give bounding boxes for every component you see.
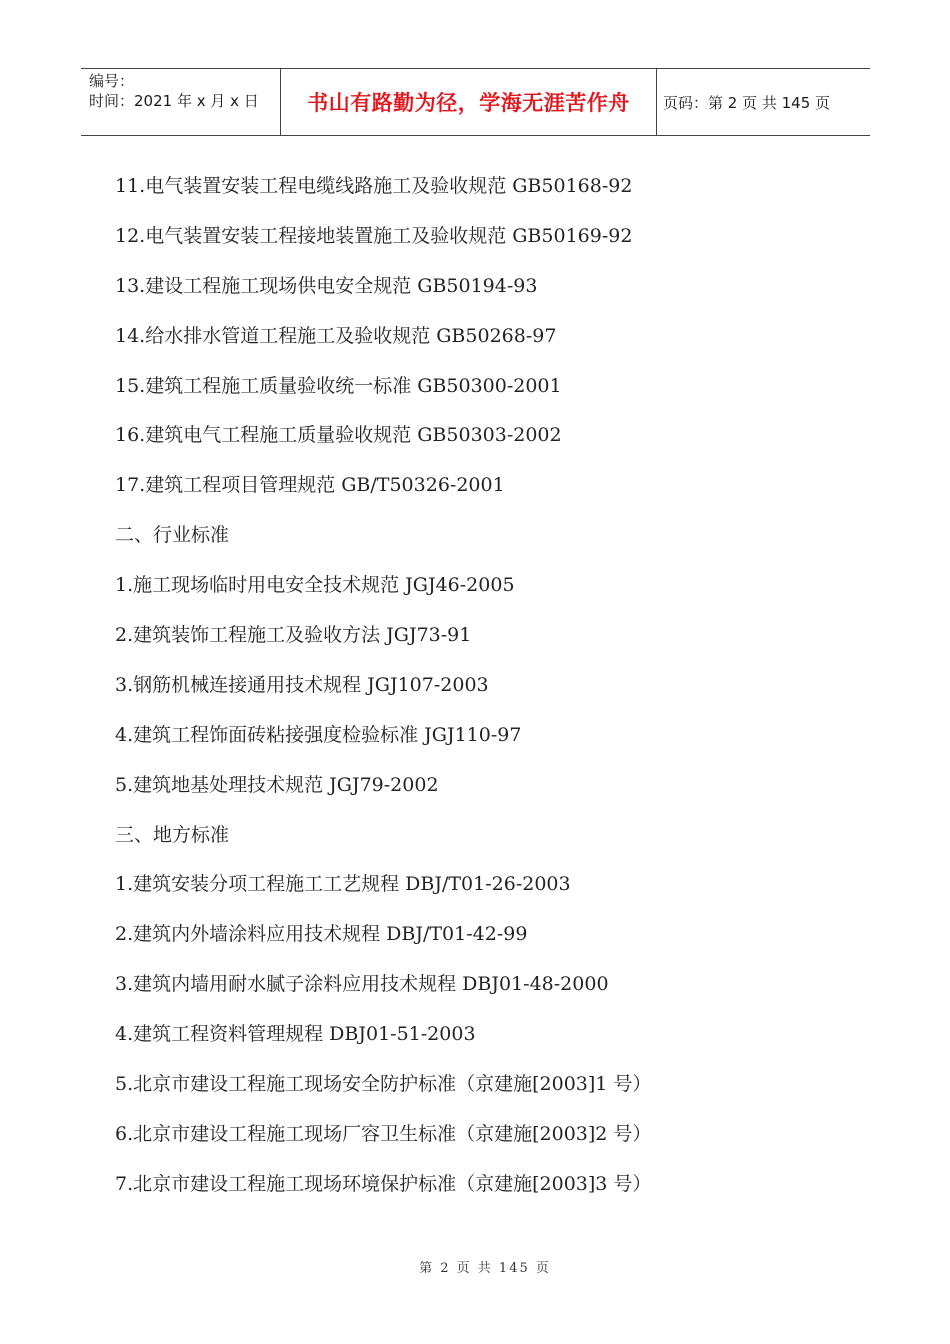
header-page-cell	[657, 69, 870, 135]
document-time-label: 时间：2021 年 x 月 x 日	[89, 92, 259, 110]
standards-list	[115, 166, 855, 1214]
list-item: 2.建筑装饰工程施工及验收方法 JGJ73-91	[115, 624, 472, 647]
list-item: 15.建筑工程施工质量验收统一标准 GB50300-2001	[115, 374, 562, 397]
section-heading-industry: 二、行业标准	[115, 524, 230, 547]
header-motto: 书山有路勤为径，学海无涯苦作舟	[307, 91, 630, 115]
header-page-label: 页码：第 2 页 共 145 页	[663, 93, 831, 112]
document-number-label: 编号：	[89, 72, 135, 90]
list-item: 7.北京市建设工程施工现场环境保护标准（京建施[2003]3 号）	[115, 1172, 652, 1195]
list-item: 17.建筑工程项目管理规范 GB/T50326-2001	[115, 474, 505, 497]
list-item: 16.建筑电气工程施工质量验收规范 GB50303-2002	[115, 424, 562, 447]
list-item: 14.给水排水管道工程施工及验收规范 GB50268-97	[115, 324, 557, 347]
list-item: 2.建筑内外墙涂料应用技术规程 DBJ/T01-42-99	[115, 923, 528, 946]
header-meta-cell	[81, 69, 281, 135]
page-header	[81, 68, 870, 136]
header-motto-cell	[281, 69, 657, 135]
list-item: 1.施工现场临时用电安全技术规范 JGJ46-2005	[115, 574, 515, 597]
list-item: 5.建筑地基处理技术规范 JGJ79-2002	[115, 773, 439, 796]
list-item: 3.建筑内墙用耐水腻子涂料应用技术规程 DBJ01-48-2000	[115, 973, 609, 996]
list-item: 3.钢筋机械连接通用技术规程 JGJ107-2003	[115, 673, 489, 696]
list-item: 13.建设工程施工现场供电安全规范 GB50194-93	[115, 274, 538, 297]
list-item: 6.北京市建设工程施工现场厂容卫生标准（京建施[2003]2 号）	[115, 1122, 652, 1145]
list-item: 11.电气装置安装工程电缆线路施工及验收规范 GB50168-92	[115, 175, 633, 197]
list-item: 12.电气装置安装工程接地装置施工及验收规范 GB50169-92	[115, 224, 633, 247]
page-footer: 第 2 页 共 145 页	[419, 1261, 551, 1276]
list-item: 4.建筑工程资料管理规程 DBJ01-51-2003	[115, 1023, 476, 1046]
list-item: 5.北京市建设工程施工现场安全防护标准（京建施[2003]1 号）	[115, 1073, 652, 1096]
section-heading-local: 三、地方标准	[115, 823, 230, 846]
list-item: 1.建筑安装分项工程施工工艺规程 DBJ/T01-26-2003	[115, 873, 571, 896]
list-item: 4.建筑工程饰面砖粘接强度检验标准 JGJ110-97	[115, 723, 522, 746]
